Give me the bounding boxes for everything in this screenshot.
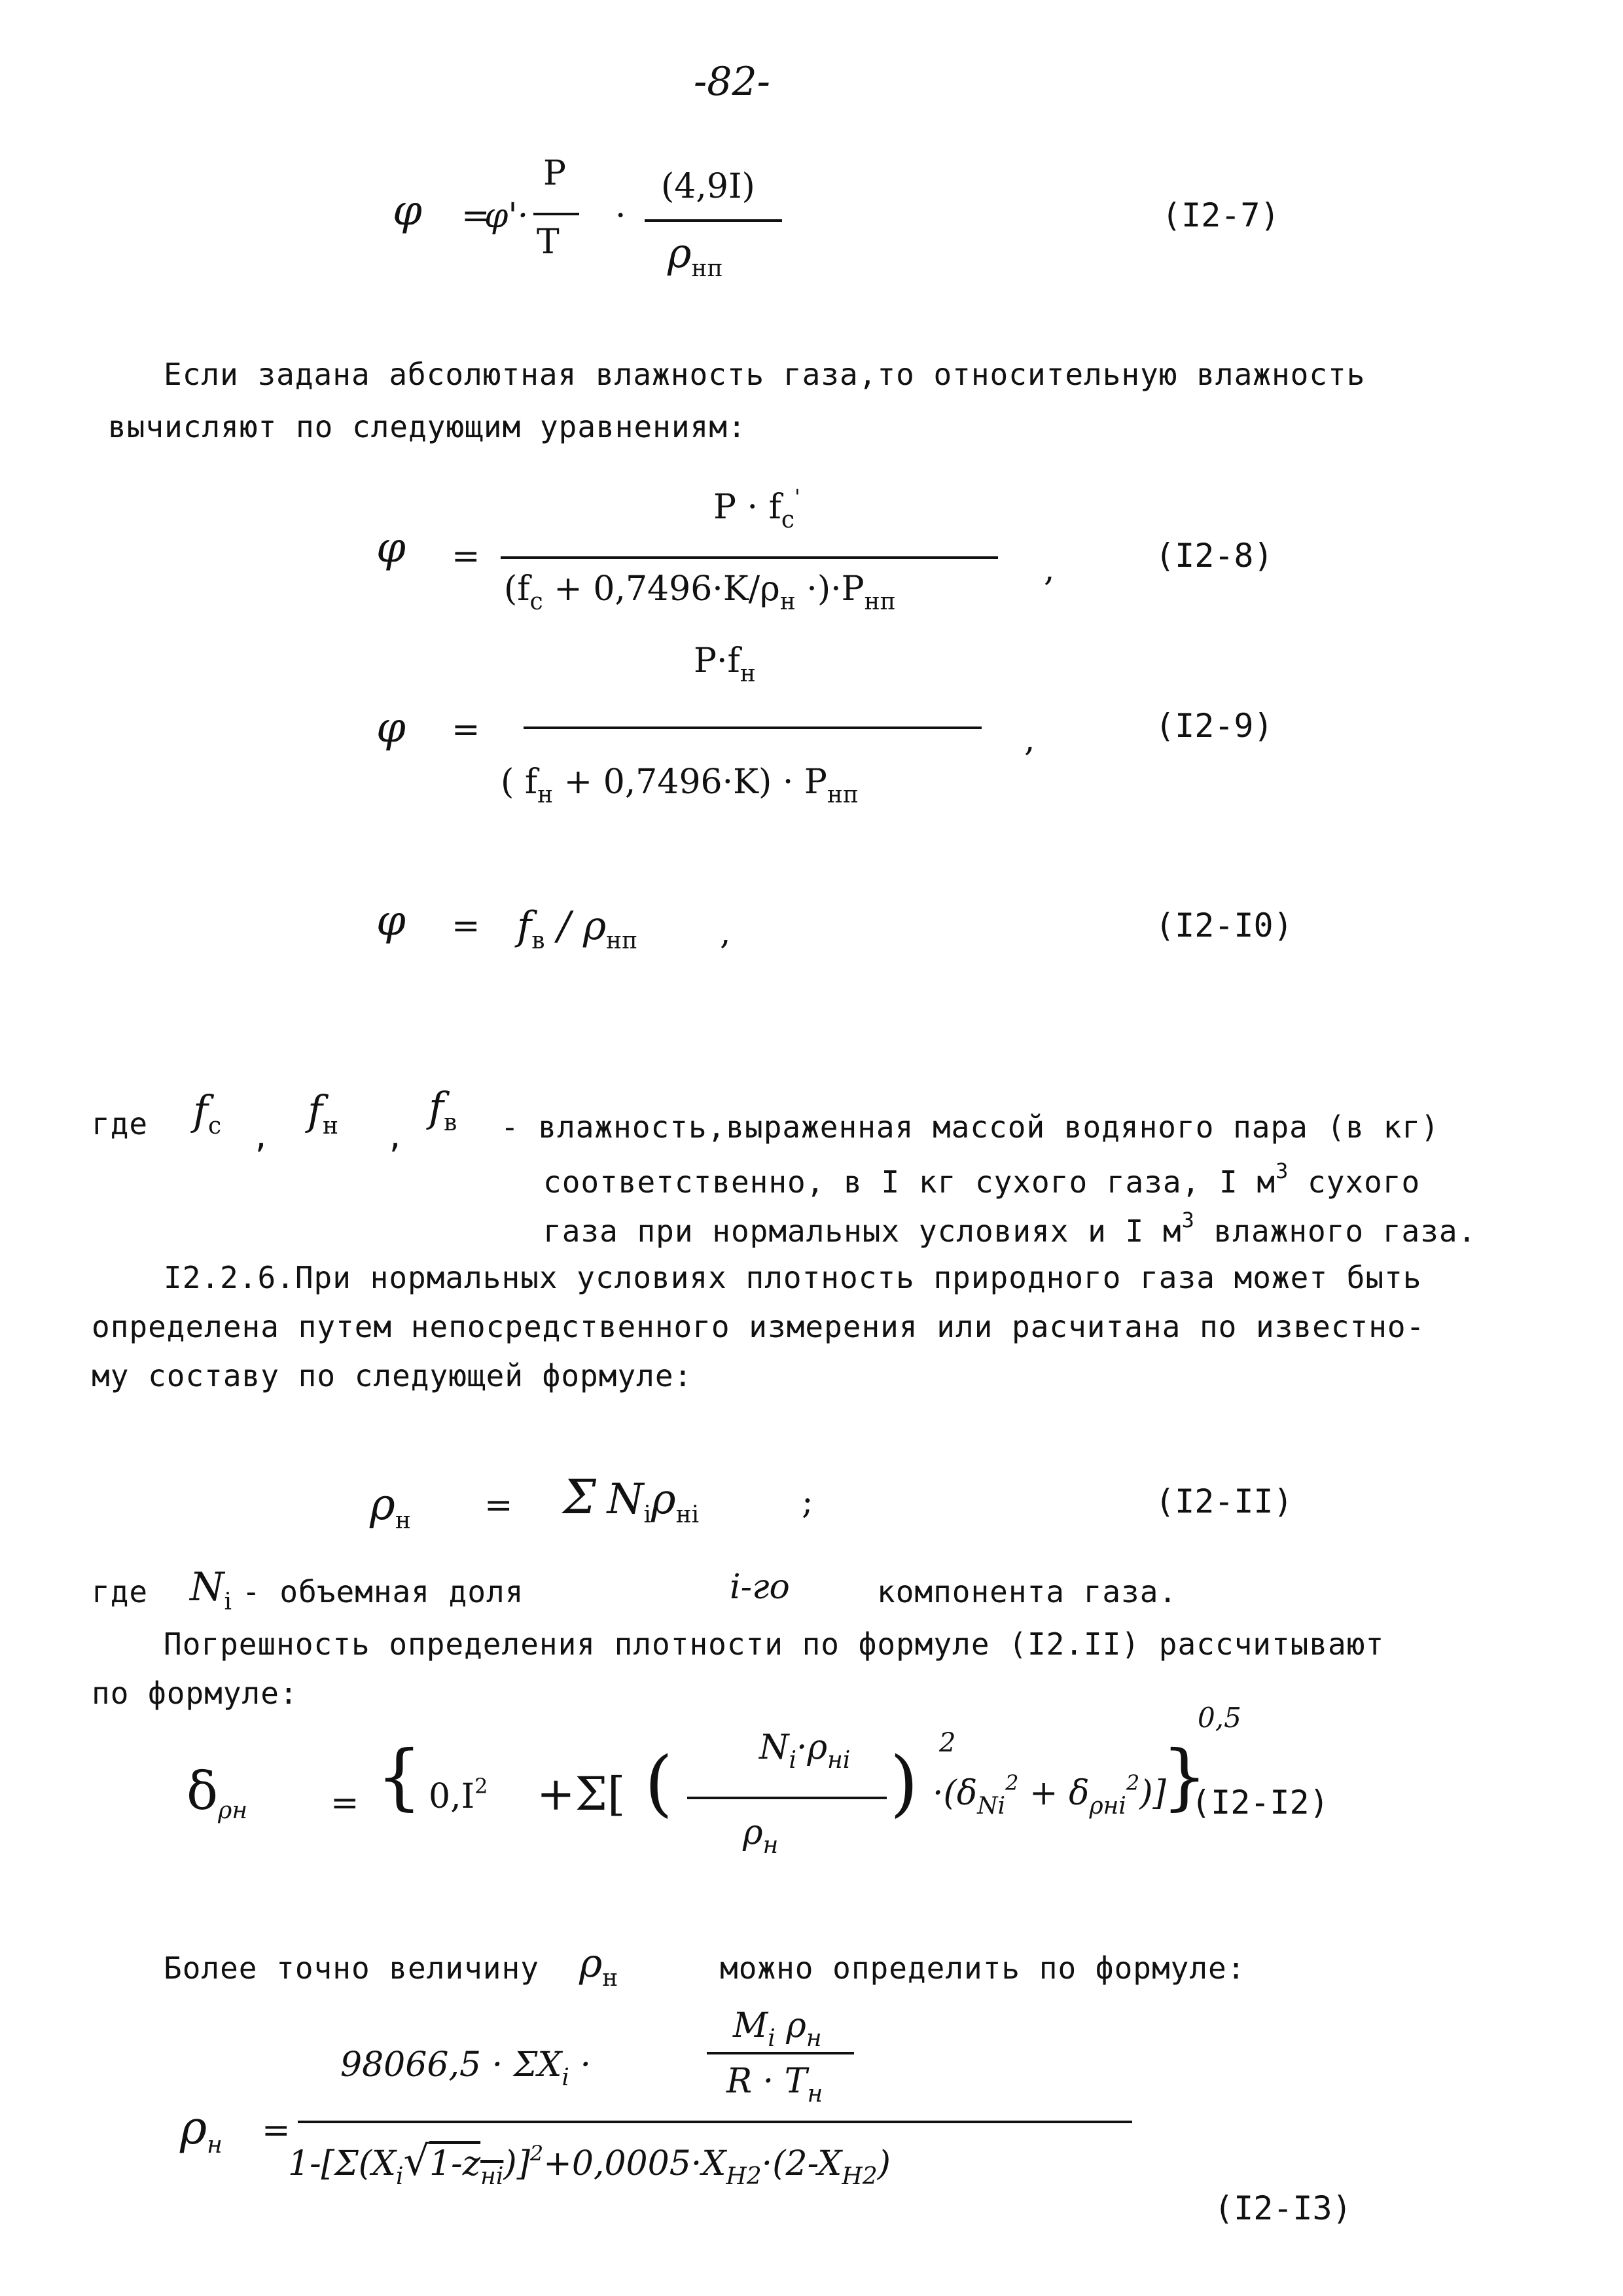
- para1-line1: Если задана абсолютная влажность газа,то относительную влажность: [164, 357, 1366, 392]
- eq8-comma: ,: [1044, 550, 1055, 589]
- eq11-rhs: Σ $N_i\rho_{нi}$: [563, 1469, 700, 1528]
- eq13-inner-frac-line: [707, 2052, 854, 2054]
- eq13-inner-num: $M_i$ $\rho_н$: [733, 2006, 822, 2052]
- eq7-phi-prime: φ'·: [484, 196, 529, 236]
- eq12-sq: 2: [939, 1728, 956, 1758]
- para1-line2: вычисляют по следующим уравнениям:: [108, 409, 747, 444]
- eq13-main-frac-line: [298, 2121, 1132, 2123]
- eq10-lhs: φ: [376, 897, 406, 945]
- eq12-rbrace: }: [1162, 1734, 1207, 1818]
- eq9-den: ( $f_н + 0,7496\cdot K) \cdot P_{нп}$: [501, 762, 859, 808]
- eq12-first: $0,I^2$: [429, 1774, 488, 1816]
- eq11-lhs: $\rho_н$: [370, 1479, 411, 1534]
- eq13-num-a: $98066,5 \cdot \Sigma X_i$ ·: [340, 2045, 591, 2091]
- eq12-lbrace: {: [376, 1734, 422, 1818]
- where2-ith: i-го: [730, 1568, 790, 1607]
- eq7-dot: ·: [615, 196, 626, 236]
- eq12-den: $\rho_н$: [743, 1813, 779, 1859]
- page-number: -82-: [694, 59, 770, 105]
- eq9-comma: ,: [1024, 720, 1035, 759]
- para2-line2: определена путем непосредственного измерения или расчитана по известно-: [92, 1309, 1425, 1344]
- where2-prefix: где: [92, 1574, 149, 1609]
- eq8-lhs: φ: [376, 524, 406, 572]
- eq13-inner-den: $R \cdot T_н$: [726, 2062, 823, 2108]
- eq11-label: (I2-II): [1155, 1482, 1293, 1520]
- eq13-den: $1-[\Sigma(X_i√1-z_{нi})]^2+0,0005\cdot X_{H2}\cdot(2-X_{H2})$: [288, 2137, 891, 2190]
- where1-prefix: где: [92, 1106, 149, 1141]
- eq12-frac-line: [687, 1797, 887, 1799]
- eq13-lhs: $\rho_н$: [180, 2101, 223, 2159]
- eq9-label: (I2-9): [1155, 707, 1274, 745]
- where1-line1: - влажность,выраженная массой водяного пара (в кг): [501, 1109, 1440, 1145]
- eq12-lhs: $\delta_{\rho н}$: [187, 1761, 248, 1824]
- eq7-eqsign: =: [461, 196, 490, 236]
- eq13-eqsign: =: [262, 2111, 291, 2150]
- eq7-frac-line-2: [645, 219, 782, 222]
- eq8-eqsign: =: [452, 537, 480, 576]
- eq8-label: (I2-8): [1155, 537, 1274, 575]
- eq7-num-const: (4,9I): [661, 167, 755, 206]
- eq10-label: (I2-I0): [1155, 906, 1293, 944]
- eq12-label: (I2-I2): [1191, 1784, 1329, 1821]
- where1-f1: $f_c$: [193, 1086, 222, 1139]
- eq8-num: $P \cdot f_c'$: [713, 484, 800, 533]
- para2-line1: I2.2.6.При нормальных условиях плотность природного газа может быть: [164, 1260, 1422, 1295]
- eq9-lhs: φ: [376, 704, 406, 752]
- where1-comma1: ,: [252, 1119, 271, 1155]
- eq11-semicolon: ;: [802, 1482, 813, 1522]
- where2-text-b: компонента газа.: [877, 1574, 1178, 1609]
- para3-line2: по формуле:: [92, 1676, 298, 1711]
- eq9-eqsign: =: [452, 710, 480, 749]
- eq8-den: $(f_c + 0,7496\cdot K/\rho_н \cdot)\cdot P_{нп}$: [504, 569, 896, 615]
- eq9-frac-line: [524, 726, 982, 729]
- where1-f2: $f_н$: [308, 1086, 338, 1139]
- eq7-lhs: φ: [393, 187, 422, 235]
- eq10-body: $f_в / \rho_{нп}$: [517, 903, 638, 954]
- eq7-den: $\rho_{нп}$: [668, 229, 723, 282]
- eq7-num-p: P: [543, 154, 566, 193]
- where1-f3: $f_в$: [429, 1083, 457, 1136]
- eq12-power: 0,5: [1198, 1702, 1241, 1734]
- para4-rho: $\rho_н$: [579, 1941, 618, 1992]
- where2-text-a: - объемная доля: [242, 1574, 524, 1609]
- eq12-plus-sum: +Σ[: [537, 1767, 626, 1821]
- eq12-bracket-inner: $\cdot(\delta_{Ni}^2 + \delta_{\rho нi}^2)$]: [933, 1770, 1166, 1820]
- para3-line1: Погрешность определения плотности по формуле (I2.II) рассчитывают: [164, 1626, 1385, 1662]
- eq12-num: $N_i\cdot\rho_{нi}$: [759, 1728, 851, 1774]
- eq10-comma: ,: [720, 913, 731, 952]
- eq13-label: (I2-I3): [1214, 2189, 1352, 2227]
- where1-line3: газа при нормальных условиях и I $м^3$ влажного газа.: [543, 1208, 1477, 1249]
- eq12-eqsign: =: [330, 1784, 359, 1823]
- where2-n: $N_i$: [190, 1564, 232, 1615]
- eq8-frac-line: [501, 556, 998, 559]
- eq7-den-t: T: [537, 223, 560, 262]
- eq7-label: (I2-7): [1162, 196, 1280, 234]
- para4-text-a: Более точно величину: [164, 1950, 539, 1986]
- para2-line3: му составу по следующей формуле:: [92, 1358, 693, 1393]
- eq12-lparen: (: [645, 1741, 673, 1825]
- where1-line2: соответственно, в I кг сухого газа, I $м^3$ сухого: [543, 1158, 1421, 1200]
- where1-comma2: ,: [386, 1119, 405, 1155]
- para4-text-b: можно определить по формуле:: [720, 1950, 1246, 1986]
- eq12-rparen: ): [890, 1741, 918, 1825]
- eq11-eqsign: =: [484, 1486, 513, 1525]
- eq7-frac-line-1: [533, 213, 579, 215]
- eq10-eqsign: =: [452, 906, 480, 946]
- eq9-num: $P\cdot f_н$: [694, 641, 756, 687]
